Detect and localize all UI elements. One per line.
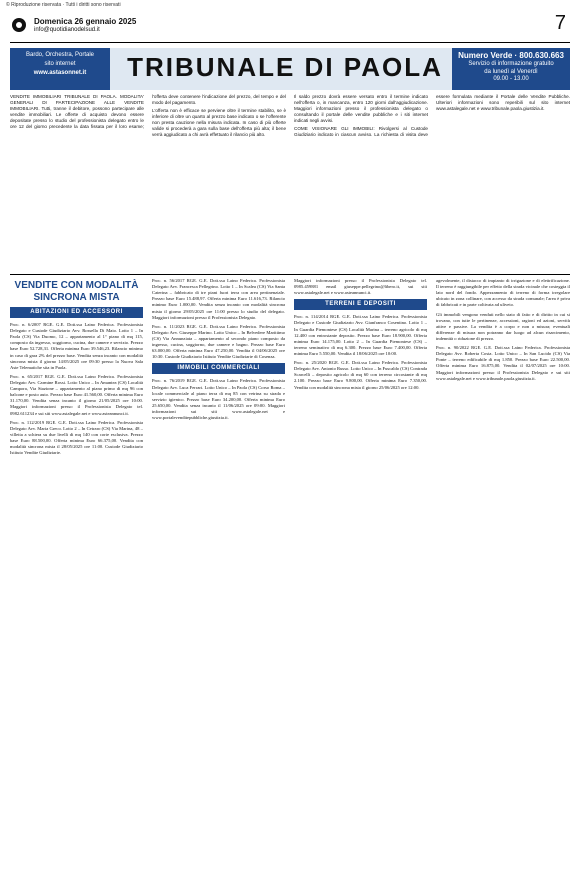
listings-column-2: [152, 278, 285, 868]
section-divider: [10, 274, 570, 275]
masthead-title: TRIBUNALE DI PAOLA: [127, 52, 443, 82]
page-header: [0, 8, 580, 40]
notice-paragraph: VENDITE IMMOBILIARI TRIBUNALE DI PAOLA. MODALITA' GENERALI DI PARTECIPAZIONE ALLE VENDITE IMMOBILIARI. Tutti, tranne il debitore, possono partecipare alle vendite immobiliari. Le offerte di acquisto devono essere depositate presso lo studio del professionista delegato entro le ore 12 del giorno precedente la data fissata per il loro esame; l'offerta deve contenere l'indicazione del prezzo, del tempo e del modo del pagamento.: [10, 94, 286, 130]
listing-entry: Proc. n. 112/2019 RGE. G.E. Dott.ssa Laino Federica. Professionista Delegato Avv. Maria Greco. Lotto 2 – In Cetraro (CS) Via Marina, 48 – villetta a schiera su due livelli di mq 140 con corte esclusiva. Prezzo base Euro 88.500,00. Offerta minima Euro 66.375,00. Vendita con modalità sincrona mista il 28/05/2025 ore 11:00. Custode Giudiziario Istituto Vendite Giudiziarie.: [10, 419, 143, 456]
masthead-left-site: www.astasonnet.it: [33, 70, 87, 77]
page-number: 7: [554, 12, 566, 34]
listing-entry: Proc. n. 76/2019 RGE. G.E. Dott.ssa Laino Federica. Professionista Delegato Avv. Luca Ferrari. Lotto Unico – In Paola (CS) Corso Roma – locale commerciale al piano terra di mq 85 con vetrina su strada e servizio igienico. Prezzo base Euro 34.200,00. Offerta minima Euro 25.650,00. Vendita senza incanto il 11/06/2025 ore 09:00. Maggiori informazioni sui siti www.astalegale.net e www.portalevenditepubbliche.giustizia.it.: [152, 378, 285, 421]
copyright-note: © Riproduzione riservata · Tutti i diritti sono riservati: [6, 2, 121, 8]
general-conditions-notice: [10, 94, 570, 272]
contact-email: info@quotidianodelsud.it: [34, 27, 100, 33]
masthead-right-line2: Servizio di informazione gratuito: [468, 61, 554, 67]
listings-column-1: [10, 278, 143, 868]
category-bar: ABITAZIONI ED ACCESSORI: [10, 307, 143, 318]
notice-paragraph: COME VISIONARE GLI IMMOBILI: Rivolgersi al Custode Giudiziario indicato in ciascun avviso. La richiesta di visita deve essere formulata mediante il Portale delle Vendite Pubbliche. Ulteriori informazioni sono reperibili sul sito internet www.astalegale.net e www.tribunale.paola.giustizia.it.: [294, 94, 570, 137]
listing-entry: agevolmente, il distacco di impianto di irrigazione e di elettrificazione. Il terreno è raggiungibile per effetto della strada vicinale che costeggia il lato nord del fondo. Appezzamento di terreno di forma irregolare ubicato in zona collinare, con accesso da strada comunale; l'area è priva di fabbricati e in parte coltivata ad uliveto.: [436, 278, 570, 308]
header-divider: [10, 42, 570, 43]
listings-column-3: [294, 278, 427, 868]
masthead-left-box: [10, 48, 110, 90]
masthead-right-line4: 09.00 - 13.00: [493, 76, 529, 82]
listings-area: [10, 278, 570, 868]
category-bar: TERRENI E DEPOSITI: [294, 299, 427, 310]
listing-entry: Maggiori informazioni presso il Professionista Delegato tel. 0985.459881 email giuseppe.pellegrino@libero.it, sui siti www.astalegale.net e www.asteannunci.it.: [294, 278, 427, 296]
listing-entry: Proc. n. 11/2023 RGE. G.E. Dott.ssa Laino Federica. Professionista Delegato Avv. Giuseppe Marino. Lotto Unico – In Belvedere Marittimo (CS) Via Annunziata – appartamento al secondo piano composto da ingresso, cucina, soggiorno, due camere e bagno. Prezzo base Euro 63.000,00. Offerta minima Euro 47.250,00. Vendita il 04/06/2025 ore 10:30. Custode Giudiziario Istituto Vendite Giudiziarie di Cosenza.: [152, 323, 285, 360]
listing-entry: Proc. n. 6/2007 RGE. G.E. Dott.ssa Laino Federica. Professionista Delegato e Custode Giudiziario Avv. Rossella Di Maio. Lotto 1 – In Paola (CS) Via Duomo, 12 – appartamento al 1° piano di mq 115, composto da ingresso, soggiorno, cucina, due camere e servizio. Prezzo base Euro 52.728,31. Offerta minima Euro 39.546,23. Rilancio minimo in caso di gara 2% del prezzo base. Vendita senza incanto con modalità sincrona mista il giorno 14/05/2025 ore 09:30 presso la Nuova Sala Aste Telematiche sita in Paola.: [10, 321, 143, 370]
listing-entry: Proc. n. 65/2017 RGE. G.E. Dott.ssa Laino Federica. Professionista Delegato Avv. Carmine Rossi. Lotto Unico – In Amantea (CS) Località Campora, Via Stazione – appartamento al piano primo di mq 96 con balcone e posto auto. Prezzo base Euro 41.560,00. Offerta minima Euro 31.170,00. Vendita senza incanto il giorno 21/05/2025 ore 10:00. Maggiori informazioni presso il Professionista Delegato tel. 0982.611234 e sui siti www.astalegale.net e www.asteannunci.it.: [10, 373, 143, 416]
category-bar: IMMOBILI COMMERCIALI: [152, 363, 285, 374]
listing-entry: Gli immobili vengono venduti nello stato di fatto e di diritto in cui si trovano, con tutte le pertinenze, accessioni, ragioni ed azioni, servitù attive e passive. La vendita è a corpo e non a misura; eventuali differenze di misura non potranno dar luogo ad alcun risarcimento, indennità o riduzione di prezzo.: [436, 311, 570, 341]
section-title: VENDITE CON MODALITÀ SINCRONA MISTA: [14, 280, 139, 303]
listing-entry: Proc. n. 90/2022 RGE. G.E. Dott.ssa Laino Federica. Professionista Delegato Avv. Roberta Costa. Lotto Unico – In San Lucido (CS) Via Ponte – terreno edificabile di mq 1.850. Prezzo base Euro 22.500,00. Offerta minima Euro 16.875,00. Vendita il 02/07/2025 ore 10:00. Maggiori informazioni presso il Professionista Delegato e sui siti www.astalegale.net e www.tribunale.paola.giustizia.it.: [436, 345, 570, 381]
notice-paragraph: L'offerta non è efficace se perviene oltre il termine stabilito, se è inferiore di oltre un quarto al prezzo base indicato o se l'offerente non presta cauzione nella misura indicata. In caso di più offerte valide si procederà a gara sulla base dell'offerta più alta; il bene verrà aggiudicato a chi avrà effettuato il rilancio più alto.: [152, 107, 286, 137]
listing-entry: Proc. n. 56/2017 RGE. G.E. Dott.ssa Laino Federica. Professionista Delegato Avv. Francesca Pellegrino. Lotto 1 – In Scalea (CS) Via Santa Caterina – fabbricato di tre piani fuori terra con area pertinenziale. Prezzo base Euro 15.488,97. Offerta minima Euro 11.616,73. Rilancio minimo Euro 1.000,00. Vendita senza incanto con modalità sincrona mista il giorno 29/05/2025 ore 11:00 presso lo studio del delegato. Maggiori informazioni presso il Professionista Delegato.: [152, 278, 285, 320]
masthead-right-box: [452, 48, 570, 90]
tribunal-masthead: [10, 48, 570, 90]
masthead-right-line3: da lunedì al Venerdì: [484, 68, 538, 75]
masthead-left-line2: sito internet: [44, 61, 76, 68]
listing-entry: Proc. n. 25/2020 RGE. G.E. Dott.ssa Laino Federica. Professionista Delegato Avv. Antonio Russo. Lotto Unico – In Fuscaldo (CS) Contrada Scarcelli – deposito agricolo di mq 60 con terreno circostante di mq 2.100. Prezzo base Euro 9.800,00. Offerta minima Euro 7.350,00. Vendita con modalità sincrona mista il giorno 25/06/2025 ore 12:00.: [294, 360, 427, 390]
toll-free-number: Numero Verde · 800.630.663: [458, 51, 564, 60]
listings-column-4: [436, 278, 570, 868]
masthead-left-line1: Bardo, Orchestra, Portale: [25, 52, 95, 58]
newspaper-logo-icon: [12, 18, 26, 32]
issue-date: Domenica 26 gennaio 2025: [34, 17, 137, 26]
listing-entry: Proc. n. 114/2014 RGE. G.E. Dott.ssa Laino Federica. Professionista Delegato e Custode Giudiziario Avv. Gianfranco Cosentino. Lotto 1 – In Guardia Piemontese (CS) Località Marina – terreno agricolo di mq 12.400 con entrostante deposito. Prezzo base Euro 18.900,00. Offerta minima Euro 14.175,00. Lotto 2 – In Guardia Piemontese (CS) – terreno seminativo di mq 6.300. Prezzo base Euro 7.400,00. Offerta minima Euro 5.550,00. Vendita il 18/06/2025 ore 10:00.: [294, 314, 427, 356]
notice-paragraph: Il saldo prezzo dovrà essere versato entro il termine indicato nell'offerta o, in mancanza, entro 120 giorni dall'aggiudicazione. Maggiori informazioni presso il professionista delegato o consultando il portale delle vendite pubbliche e i siti internet indicati negli avvisi.: [294, 94, 428, 124]
